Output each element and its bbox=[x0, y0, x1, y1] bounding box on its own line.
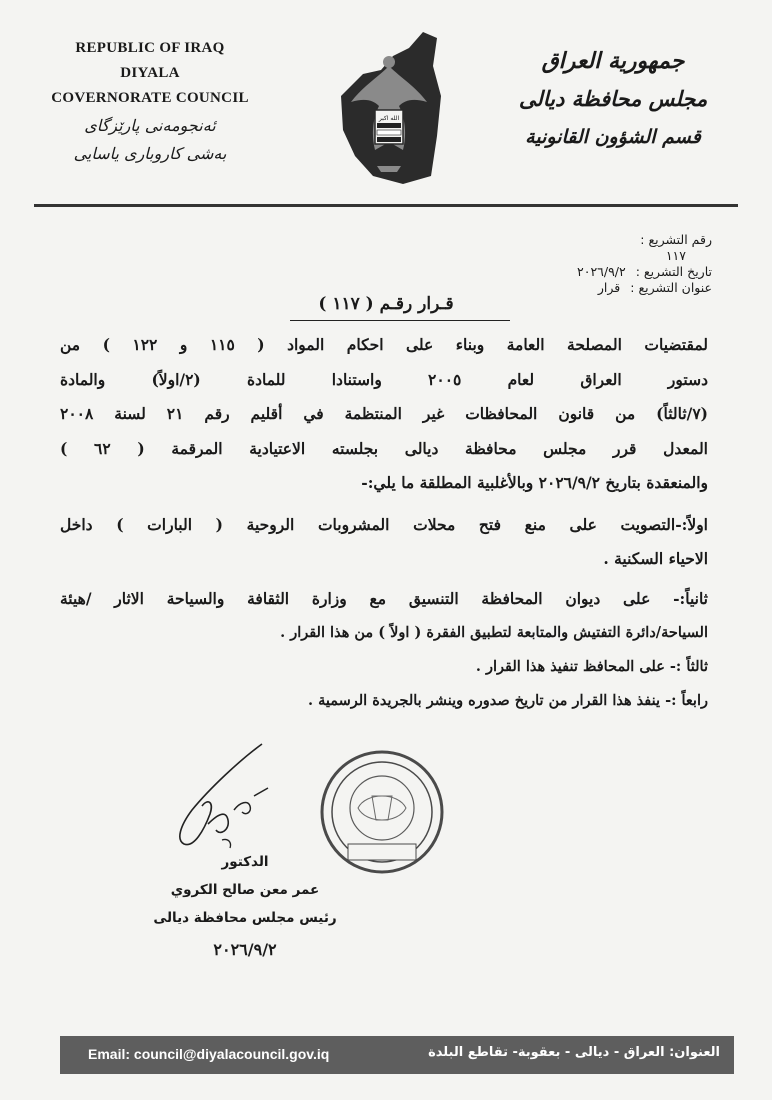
clause-third: ثالثاً :- على المحافظ تنفيذ هذا القرار . bbox=[475, 658, 708, 675]
decision-title-underline bbox=[290, 320, 510, 321]
header-left-line2: DIYALA bbox=[120, 65, 180, 81]
header-right-line1: جمهورية العراق bbox=[541, 48, 685, 74]
header-right-line2: مجلس محافظة ديالى bbox=[518, 86, 708, 111]
decision-preamble bbox=[60, 328, 708, 501]
header-left-block bbox=[40, 36, 260, 167]
meta-number-label: رقم التشريع : bbox=[640, 232, 712, 247]
signatory-position: رئيس مجلس محافظة ديالى bbox=[153, 910, 337, 926]
clause-first: اولاً:-التصويت على منع فتح محلات المشروبات الروحية ( البارات ) داخل bbox=[60, 515, 708, 534]
footer-address: العنوان: العراق - ديالى - بعقوبة- تقاطع البلدة bbox=[428, 1045, 720, 1060]
meta-title-label: عنوان التشريع : bbox=[630, 280, 712, 295]
header-divider bbox=[34, 204, 738, 207]
clause-fourth: رابعاً :- ينفذ هذا القرار من تاريخ صدوره وينشر بالجريدة الرسمية . bbox=[307, 692, 708, 709]
signatory-title: الدكتور bbox=[221, 854, 269, 870]
signatory-name: عمر معن صالح الكروي bbox=[170, 882, 320, 898]
preamble-line: والمنعقدة بتاريخ ٢٠٢٦/٩/٢ وبالأغلبية المطلقة ما يلي:- bbox=[361, 473, 708, 492]
signatory-date: ٢٠٢٦/٩/٢ bbox=[213, 940, 277, 959]
header-right-line3: قسم الشؤون القانونية bbox=[525, 126, 701, 148]
clause-second-cont: السياحة/دائرة التفتيش والمتابعة لتطبيق الفقرة ( اولاً ) من هذا القرار . bbox=[280, 624, 708, 641]
preamble-line: دستور العراق لعام ٢٠٠٥ واستنادا للمادة (٢/اولاً) والمادة bbox=[60, 369, 708, 389]
signatory-block bbox=[150, 848, 340, 964]
meta-title-value: قرار bbox=[597, 280, 621, 295]
meta-date-value: ٢٠٢٦/٩/٢ bbox=[577, 264, 626, 279]
meta-date-label: تاريخ التشريع : bbox=[635, 264, 712, 279]
clause-first-cont: الاحياء السكنية . bbox=[603, 549, 708, 568]
iraq-eagle-emblem-icon bbox=[333, 26, 445, 186]
handwritten-signature bbox=[170, 740, 280, 860]
clause-second: ثانياً:- على ديوان المحافظة التنسيق مع وزارة الثقافة والسياحة الاثار /هيئة bbox=[60, 589, 708, 608]
decision-title-text: قـرار رقـم ( ١١٧ ) bbox=[318, 294, 454, 314]
header-left-line3: COVERNORATE COUNCIL bbox=[51, 90, 249, 106]
meta-date-row bbox=[577, 264, 712, 280]
preamble-line: لمقتضيات المصلحة العامة وبناء على احكام المواد ( ١١٥ و ١٢٢ ) من bbox=[60, 335, 709, 354]
meta-number-row bbox=[577, 232, 712, 264]
header-right-block bbox=[498, 42, 728, 156]
header-left-line1: REPUBLIC OF IRAQ bbox=[75, 40, 225, 56]
decision-title bbox=[0, 294, 772, 314]
header-kurdish-line2: بەشی کاروباری یاسایی bbox=[73, 144, 227, 163]
preamble-line: المعدل قرر مجلس محافظة ديالى بجلسته الاعتيادية المرقمة ( ٦٢ ) bbox=[60, 438, 708, 458]
letterhead-footer bbox=[60, 1036, 734, 1074]
legislation-meta bbox=[577, 232, 712, 296]
footer-email[interactable]: Email: council@diyalacouncil.gov.iq bbox=[88, 1046, 330, 1062]
preamble-line: (٧/ثالثاً) من قانون المحافظات غير المنتظمة في أقليم رقم ٢١ لسنة ٢٠٠٨ bbox=[60, 404, 708, 423]
header-kurdish-line1: ئەنجومەنی پارێزگای bbox=[84, 116, 216, 135]
emblem-text: الله اكبر bbox=[378, 115, 400, 122]
meta-number-value: ١١٧ bbox=[665, 248, 686, 263]
